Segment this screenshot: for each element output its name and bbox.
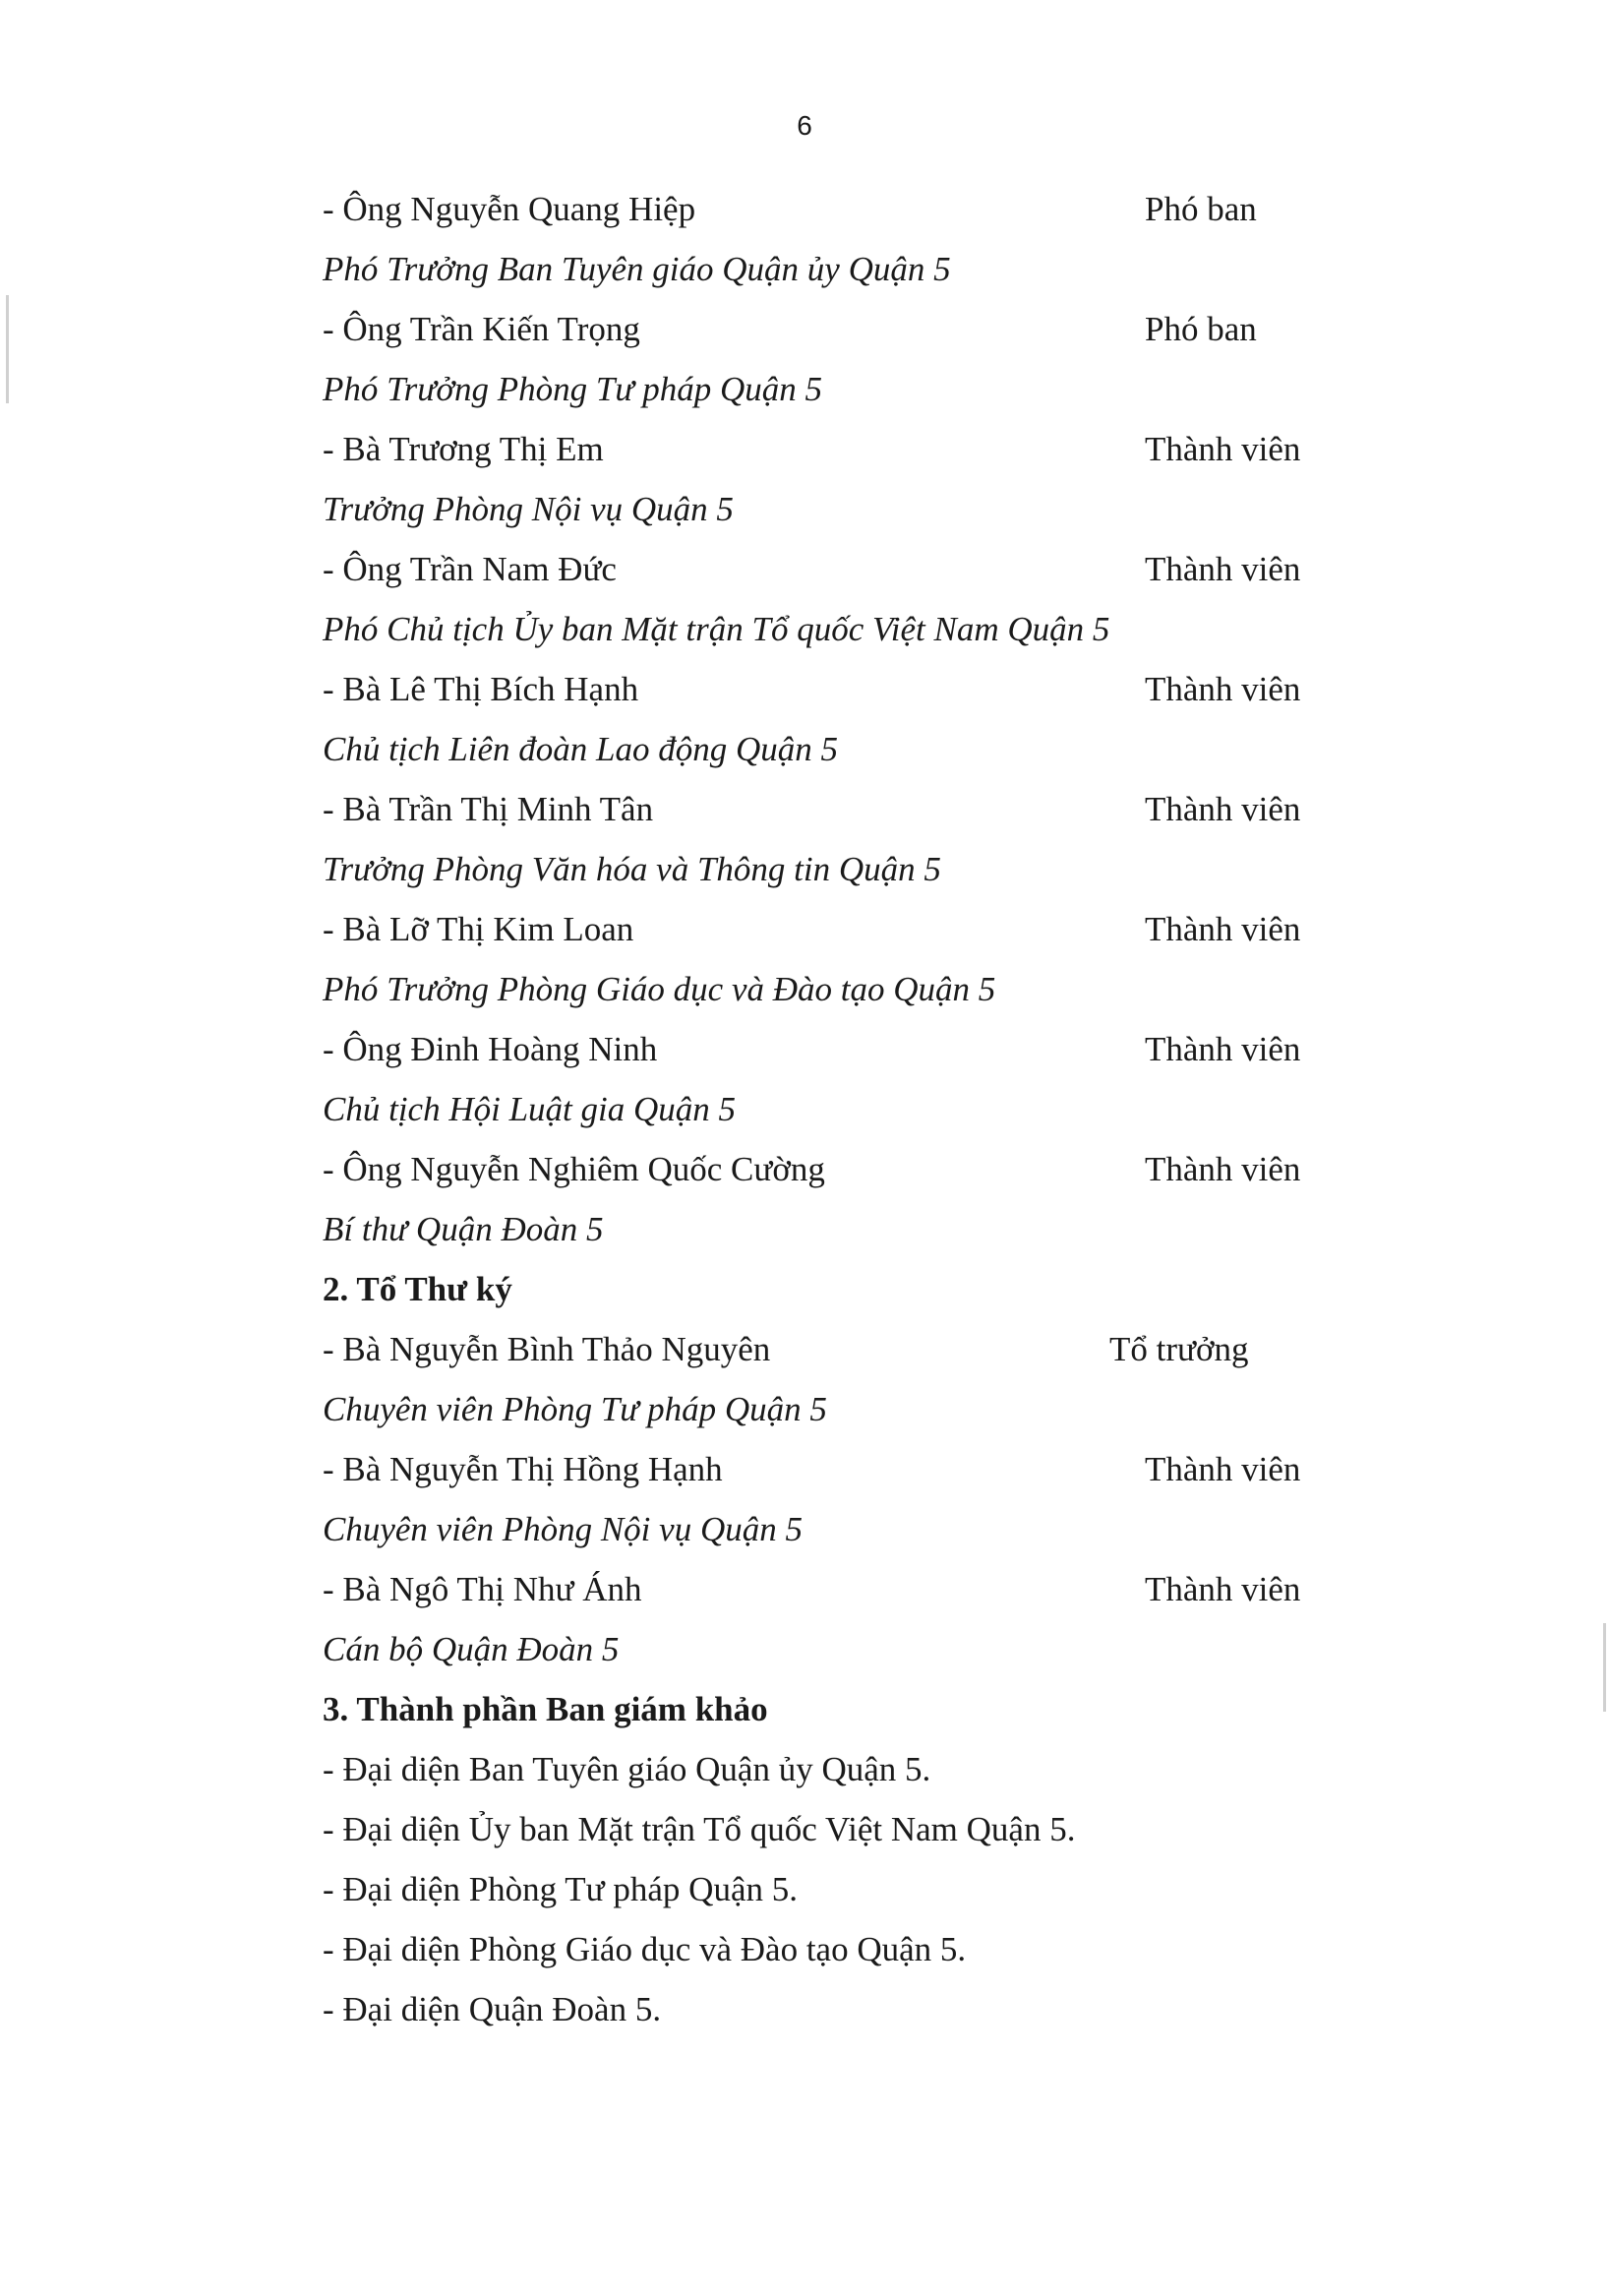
member-name: - Bà Nguyễn Bình Thảo Nguyên — [323, 1330, 771, 1368]
section-heading: 3. Thành phần Ban giám khảo — [323, 1690, 768, 1728]
member-name: - Ông Trần Kiến Trọng — [323, 310, 640, 348]
member-row — [323, 539, 1404, 599]
member-name: - Bà Trương Thị Em — [323, 430, 604, 468]
scan-edge-mark — [1603, 1623, 1606, 1712]
list-item: - Đại diện Ban Tuyên giáo Quận ủy Quận 5. — [323, 1750, 931, 1788]
member-name: - Bà Trần Thị Minh Tân — [323, 790, 654, 828]
member-role: Thành viên — [1145, 910, 1301, 948]
member-row — [323, 899, 1404, 959]
member-title: Chuyên viên Phòng Nội vụ Quận 5 — [323, 1510, 803, 1548]
member-title: Phó Trưởng Phòng Giáo dục và Đào tạo Quận 5 — [323, 970, 996, 1008]
page-number: 6 — [797, 110, 812, 141]
list-item: - Đại diện Phòng Giáo dục và Đào tạo Quận 5. — [323, 1930, 967, 1968]
member-name: - Bà Nguyễn Thị Hồng Hạnh — [323, 1450, 723, 1488]
member-row — [323, 299, 1404, 359]
list-item: - Đại diện Phòng Tư pháp Quận 5. — [323, 1870, 798, 1908]
member-title: Chuyên viên Phòng Tư pháp Quận 5 — [323, 1390, 827, 1428]
list-item: - Đại diện Ủy ban Mặt trận Tổ quốc Việt Nam Quận 5. — [323, 1810, 1076, 1848]
document-body — [323, 179, 1404, 2039]
member-role: Thành viên — [1145, 550, 1301, 588]
member-row — [323, 1439, 1404, 1499]
list-item: - Đại diện Quận Đoàn 5. — [323, 1990, 662, 2028]
member-title: Cán bộ Quận Đoàn 5 — [323, 1630, 620, 1668]
member-role: Tổ trưởng — [1109, 1330, 1249, 1368]
member-role: Thành viên — [1145, 1030, 1301, 1068]
member-row — [323, 1019, 1404, 1079]
member-title: Phó Chủ tịch Ủy ban Mặt trận Tổ quốc Việt Nam Quận 5 — [323, 610, 1110, 648]
member-name: - Bà Ngô Thị Như Ánh — [323, 1570, 642, 1608]
member-title: Bí thư Quận Đoàn 5 — [323, 1210, 604, 1248]
member-name: - Bà Lỡ Thị Kim Loan — [323, 910, 634, 948]
member-row — [323, 1139, 1404, 1199]
member-role: Phó ban — [1145, 310, 1257, 348]
member-row — [323, 179, 1404, 239]
member-role: Thành viên — [1145, 430, 1301, 468]
member-name: - Ông Đinh Hoàng Ninh — [323, 1030, 658, 1068]
member-row — [323, 779, 1404, 839]
member-title: Chủ tịch Liên đoàn Lao động Quận 5 — [323, 730, 839, 768]
member-title: Trưởng Phòng Văn hóa và Thông tin Quận 5 — [323, 850, 941, 888]
member-title: Trưởng Phòng Nội vụ Quận 5 — [323, 490, 734, 528]
member-row — [323, 1559, 1404, 1619]
member-role: Thành viên — [1145, 670, 1301, 708]
member-title: Chủ tịch Hội Luật gia Quận 5 — [323, 1090, 737, 1128]
member-role: Phó ban — [1145, 190, 1257, 228]
member-role: Thành viên — [1145, 1150, 1301, 1188]
member-row — [323, 659, 1404, 719]
member-name: - Bà Lê Thị Bích Hạnh — [323, 670, 639, 708]
scan-edge-mark — [6, 295, 9, 403]
member-row — [323, 1319, 1404, 1379]
member-role: Thành viên — [1145, 790, 1301, 828]
member-role: Thành viên — [1145, 1450, 1301, 1488]
member-title: Phó Trưởng Phòng Tư pháp Quận 5 — [323, 370, 823, 408]
section-heading: 2. Tổ Thư ký — [323, 1270, 512, 1308]
member-name: - Ông Nguyễn Quang Hiệp — [323, 190, 696, 228]
member-role: Thành viên — [1145, 1570, 1301, 1608]
member-name: - Ông Trần Nam Đức — [323, 550, 617, 588]
member-title: Phó Trưởng Ban Tuyên giáo Quận ủy Quận 5 — [323, 250, 951, 288]
member-row — [323, 419, 1404, 479]
member-name: - Ông Nguyễn Nghiêm Quốc Cường — [323, 1150, 825, 1188]
